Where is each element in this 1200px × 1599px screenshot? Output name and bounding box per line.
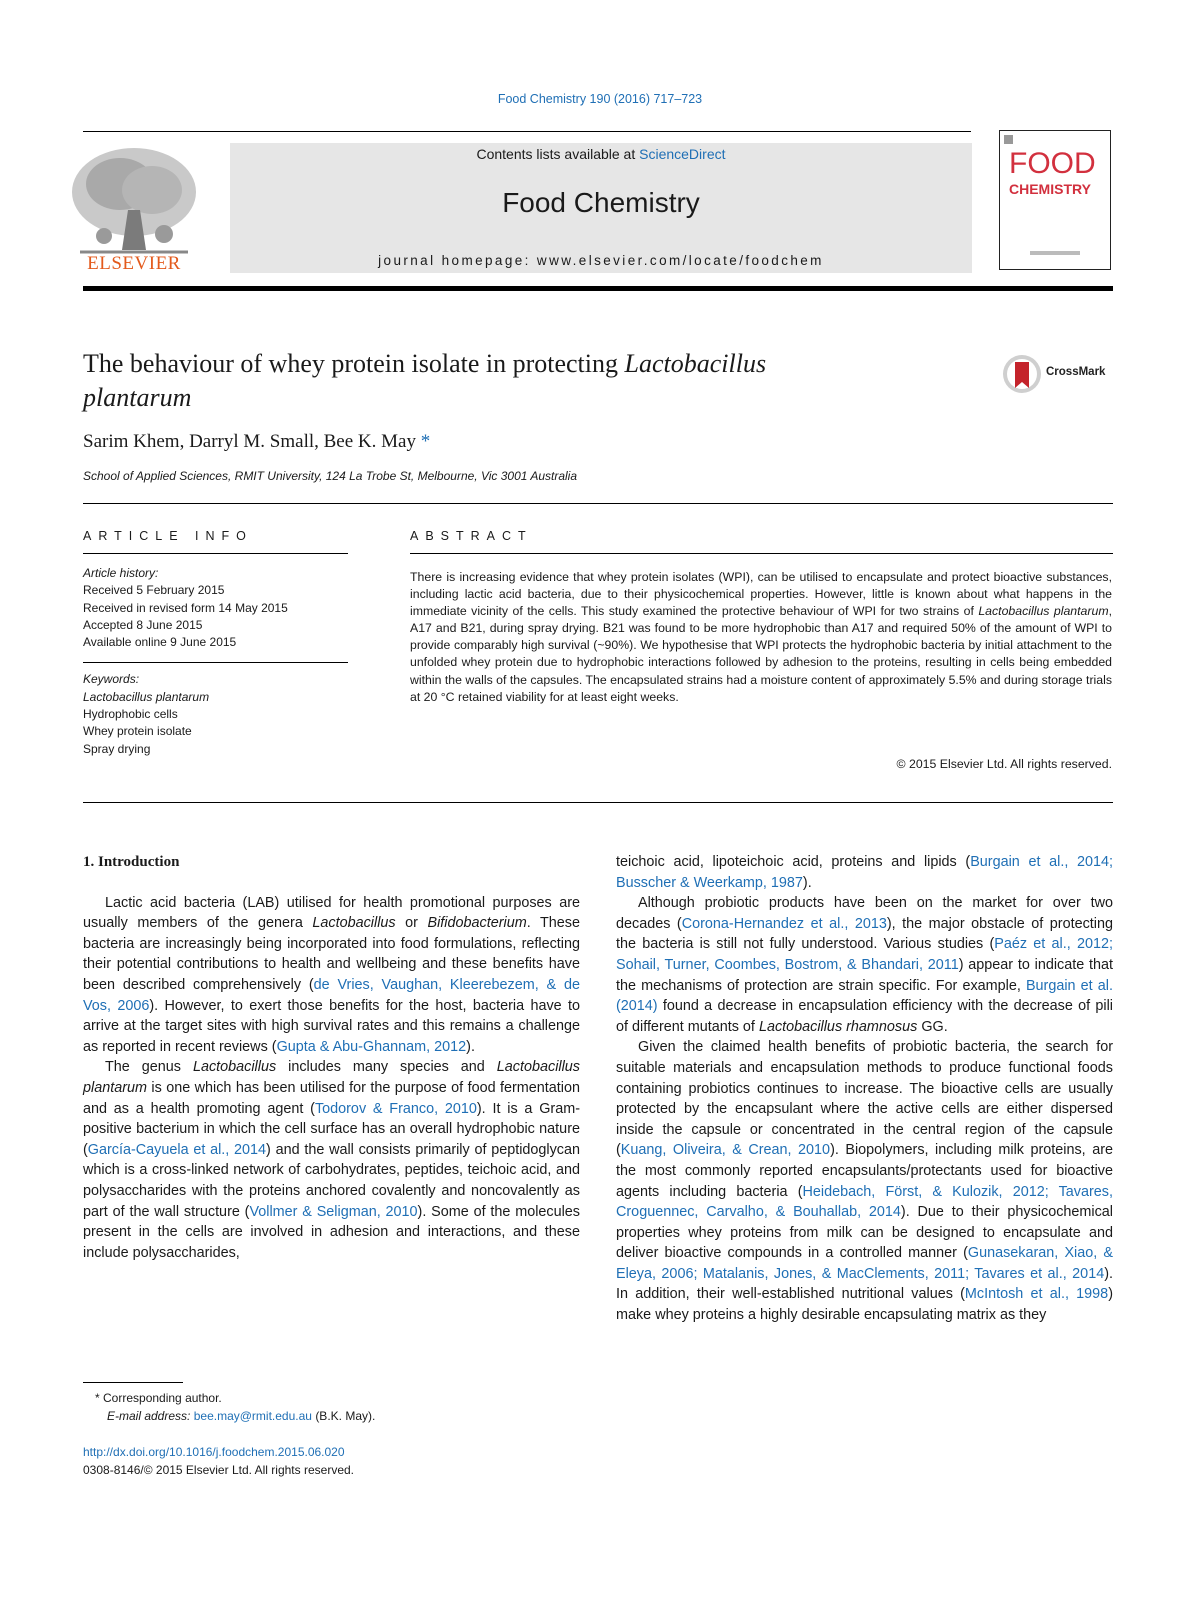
abstract-part: There is increasing evidence that whey protein isolates (WPI), can be utilised to encapsulate and protect bioactive substances, including lactic acid bacteria, due to their physicochemical properties. However, little is known about what happens in the immediate vicinity of the cells. This study examined the protective behaviour of WPI for two strains of bbox=[410, 570, 1112, 619]
elsevier-wordmark: ELSEVIER bbox=[87, 253, 181, 274]
contents-line bbox=[230, 146, 972, 162]
body-paragraph bbox=[616, 893, 1113, 1037]
info-top-rule bbox=[83, 503, 1113, 504]
title-italic-species: plantarum bbox=[83, 383, 192, 412]
authors-text: Sarim Khem, Darryl M. Small, Bee K. May bbox=[83, 431, 416, 452]
journal-name: Food Chemistry bbox=[502, 187, 700, 218]
history-label: Article history: bbox=[83, 566, 159, 580]
doi-block bbox=[83, 1443, 354, 1479]
citation-link[interactable]: McIntosh et al., 1998 bbox=[964, 1286, 1109, 1303]
abstract-italic: Lactobacillus plantarum bbox=[978, 604, 1109, 619]
body-left-column bbox=[83, 852, 580, 1263]
cover-title-food: FOOD bbox=[1009, 147, 1096, 180]
abstract-copyright: © 2015 Elsevier Ltd. All rights reserved. bbox=[896, 757, 1112, 771]
citation-link[interactable]: Gunasekaran, Xiao, & Eleya, 2006; Matalanis, Jones, & MacClements, 2011; Tavares et al., 2014 bbox=[616, 1245, 1114, 1282]
corresponding-author-mark[interactable]: * bbox=[420, 431, 431, 452]
citation-link[interactable]: Kuang, Oliveira, & Crean, 2010 bbox=[620, 1142, 831, 1159]
text-run: ). Biopolymers, including milk proteins, are the most commonly reported encapsulants/protectants used for bioactive agents including bacteria ( bbox=[616, 1142, 1113, 1200]
history-item: Received in revised form 14 May 2015 bbox=[83, 600, 288, 615]
body-paragraph bbox=[616, 1037, 1113, 1325]
journal-homepage[interactable]: journal homepage: www.elsevier.com/locate/foodchem bbox=[378, 253, 824, 268]
keyword-item: Lactobacillus plantarum bbox=[83, 689, 210, 704]
body-paragraph bbox=[83, 1057, 580, 1263]
text-run: or bbox=[395, 915, 428, 932]
contents-prefix: Contents lists available at bbox=[476, 146, 640, 162]
header-top-rule bbox=[83, 131, 971, 132]
cover-title-chemistry: CHEMISTRY bbox=[1009, 181, 1091, 197]
abstract-heading-rule bbox=[410, 553, 1113, 554]
text-run: ) appear to indicate that the mechanisms of protection are strain specific. For example, bbox=[616, 956, 1113, 994]
text-run: Lactic acid bacteria (LAB) utilised for health promotional purposes are usually members of the genera bbox=[83, 894, 580, 932]
citation-link[interactable]: Vollmer & Seligman, 2010 bbox=[249, 1203, 418, 1220]
crossmark-icon[interactable] bbox=[1000, 354, 1044, 394]
citation-link[interactable]: Todorov & Franco, 2010 bbox=[314, 1100, 477, 1117]
author-list bbox=[83, 431, 430, 453]
abstract-heading: ABSTRACT bbox=[410, 529, 533, 543]
citation-link[interactable]: Paéz et al., 2012; Sohail, Turner, Coombes, Bostrom, & Bhandari, 2011 bbox=[616, 936, 1113, 973]
email-label: E-mail address: bbox=[107, 1409, 191, 1423]
footnote bbox=[95, 1389, 375, 1425]
email-link[interactable]: bee.may@rmit.edu.au bbox=[193, 1409, 312, 1423]
citation-link[interactable]: Burgain et al. (2014) bbox=[616, 977, 1113, 1015]
text-run: Given the claimed health benefits of probiotic bacteria, the search for suitable materials and encapsulation methods to produce functional foods containing probiotics continues to increase. The bioactive cells are usually protected by the encapsulant where the active cells are either dispersed inside the capsule or concentrated in the central region of the capsule ( bbox=[616, 1039, 1113, 1159]
text-run: Although probiotic products have been on the market for over two decades ( bbox=[616, 895, 1113, 932]
history-item: Available online 9 June 2015 bbox=[83, 635, 237, 650]
history-item: Accepted 8 June 2015 bbox=[83, 617, 203, 632]
keyword-item: Hydrophobic cells bbox=[83, 707, 178, 722]
citation-link[interactable]: García-Cayuela et al., 2014 bbox=[87, 1141, 267, 1158]
text-run: ). Some of the molecules present in the cells are involved in adhesion and interactions, and these include polysaccharides, bbox=[83, 1203, 581, 1261]
journal-citation[interactable]: Food Chemistry 190 (2016) 717–723 bbox=[497, 92, 703, 106]
footnote-mark: * bbox=[95, 1391, 100, 1405]
cover-corner-mark bbox=[1004, 135, 1013, 144]
text-run: ). It is a Gram-positive bacterium in which the cell surface has an overall hydrophobic nature ( bbox=[83, 1100, 580, 1158]
title-text: The behaviour of whey protein isolate in protecting bbox=[83, 349, 625, 378]
text-run: ), the major obstacle of protecting the bacteria is still not fully understood. Various studies ( bbox=[616, 915, 1113, 953]
text-run: is one which has been utilised for the purpose of food fermentation and as a health promoting agent ( bbox=[83, 1079, 580, 1117]
email-suffix: (B.K. May). bbox=[315, 1409, 376, 1423]
abstract-part: , A17 and B21, during spray drying. B21 was found to be more hydrophobic than A17 and required 50% of the amount of WPI to provide comparably high survival (~90%). We hypothesise that WPI protects the hydrophobic bacteria by initial attachment to the unfolded whey protein due to hydrophobic interactions followed by adhesion to the proteins, resulting in cells being embedded within the walls of the capsules. The encapsulated strains had a moisture content of approximately 5.5% and during storage trials at 20 °C retained viability for at least eight weeks. bbox=[410, 604, 1112, 704]
body-right-column bbox=[616, 852, 1113, 1326]
history-item: Received 5 February 2015 bbox=[83, 583, 225, 598]
text-run: The genus bbox=[105, 1059, 193, 1076]
text-run: ). Due to their physicochemical properties whey proteins from milk can be designed to encapsulate and deliver bioactive compounds in a controlled manner ( bbox=[616, 1204, 1113, 1262]
text-run: ) and the wall consists primarily of peptidoglycan which is a cross-linked network of carbohydrates, peptides, teichoic acid, and polysaccharides with the proteins anchored covalently and noncovalently as part of the wall structure ( bbox=[83, 1141, 581, 1220]
text-run: GG. bbox=[917, 1018, 948, 1035]
text-run: ) make whey proteins a highly desirable encapsulating matrix as they bbox=[616, 1286, 1113, 1324]
keyword-item: Whey protein isolate bbox=[83, 724, 192, 739]
text-run: includes many species and bbox=[276, 1059, 497, 1076]
body-paragraph bbox=[616, 852, 1113, 893]
citation-link[interactable]: Heidebach, Först, & Kulozik, 2012; Tavares, Croguennec, Carvalho, & Bouhallab, 2014 bbox=[616, 1183, 1113, 1221]
info-heading-rule bbox=[83, 553, 348, 554]
text-run: ). However, to exert those benefits for the host, bacteria have to arrive at the target sites with high survival rates and this remains a challenge as reported in recent reviews ( bbox=[83, 997, 580, 1055]
text-run: ). In addition, their well-established nutritional values ( bbox=[616, 1265, 1113, 1303]
citation-link[interactable]: de Vries, Vaughan, Kleerebezem, & de Vos, 2006 bbox=[83, 976, 580, 1014]
article-info-heading: ARTICLE INFO bbox=[83, 529, 253, 543]
header-bottom-rule bbox=[83, 286, 1113, 291]
article-info-column bbox=[83, 565, 348, 758]
body-paragraph bbox=[83, 893, 580, 1058]
keyword-item: Spray drying bbox=[83, 741, 151, 756]
text-run: found a decrease in encapsulation efficiency with the decrease of pili of different mutants of bbox=[616, 998, 1113, 1035]
citation-link[interactable]: Corona-Hernandez et al., 2013 bbox=[681, 915, 887, 932]
italic-run: Lactobacillus plantarum bbox=[83, 1059, 580, 1096]
italic-run: Lactobacillus bbox=[312, 915, 396, 932]
citation-link[interactable]: Burgain et al., 2014; Busscher & Weerkamp, 1987 bbox=[616, 854, 1113, 891]
italic-run: Lactobacillus rhamnosus bbox=[758, 1018, 918, 1035]
keywords-rule bbox=[83, 662, 348, 663]
article-title bbox=[83, 347, 963, 415]
issn-copyright: 0308-8146/© 2015 Elsevier Ltd. All rights reserved. bbox=[83, 1463, 354, 1477]
abstract-text bbox=[410, 569, 1112, 706]
italic-run: Lactobacillus bbox=[192, 1059, 277, 1076]
section-heading: 1. Introduction bbox=[83, 854, 180, 870]
italic-run: Bifidobacterium bbox=[427, 915, 527, 932]
corresponding-author-note: Corresponding author. bbox=[103, 1391, 222, 1405]
crossmark-label[interactable]: CrossMark bbox=[1046, 366, 1106, 378]
keywords-label: Keywords: bbox=[83, 672, 140, 687]
journal-cover-thumbnail bbox=[999, 130, 1111, 270]
footnote-rule bbox=[83, 1382, 183, 1383]
text-run: ). bbox=[802, 874, 812, 891]
footnote-email-line bbox=[95, 1407, 375, 1425]
affiliation: School of Applied Sciences, RMIT University, 124 La Trobe St, Melbourne, Vic 3001 Australia bbox=[83, 469, 578, 483]
text-run: ). bbox=[466, 1038, 475, 1055]
cover-footer-lines bbox=[1030, 251, 1080, 255]
text-run: teichoic acid, lipoteichoic acid, proteins and lipids ( bbox=[616, 854, 971, 870]
title-italic-genus: Lactobacillus bbox=[624, 349, 767, 378]
abstract-bottom-rule bbox=[83, 802, 1113, 803]
citation-link[interactable]: Gupta & Abu-Ghannam, 2012 bbox=[276, 1038, 467, 1055]
sciencedirect-link[interactable]: ScienceDirect bbox=[639, 146, 726, 162]
text-run: . These bacteria are increasingly being incorporated into food formulations, reflecting their potential contributions to health and wellbeing and these benefits have been described comprehensively ( bbox=[83, 915, 580, 993]
doi-link[interactable]: http://dx.doi.org/10.1016/j.foodchem.2015.06.020 bbox=[83, 1445, 345, 1459]
footnote-line bbox=[95, 1389, 375, 1407]
journal-banner bbox=[230, 143, 972, 273]
